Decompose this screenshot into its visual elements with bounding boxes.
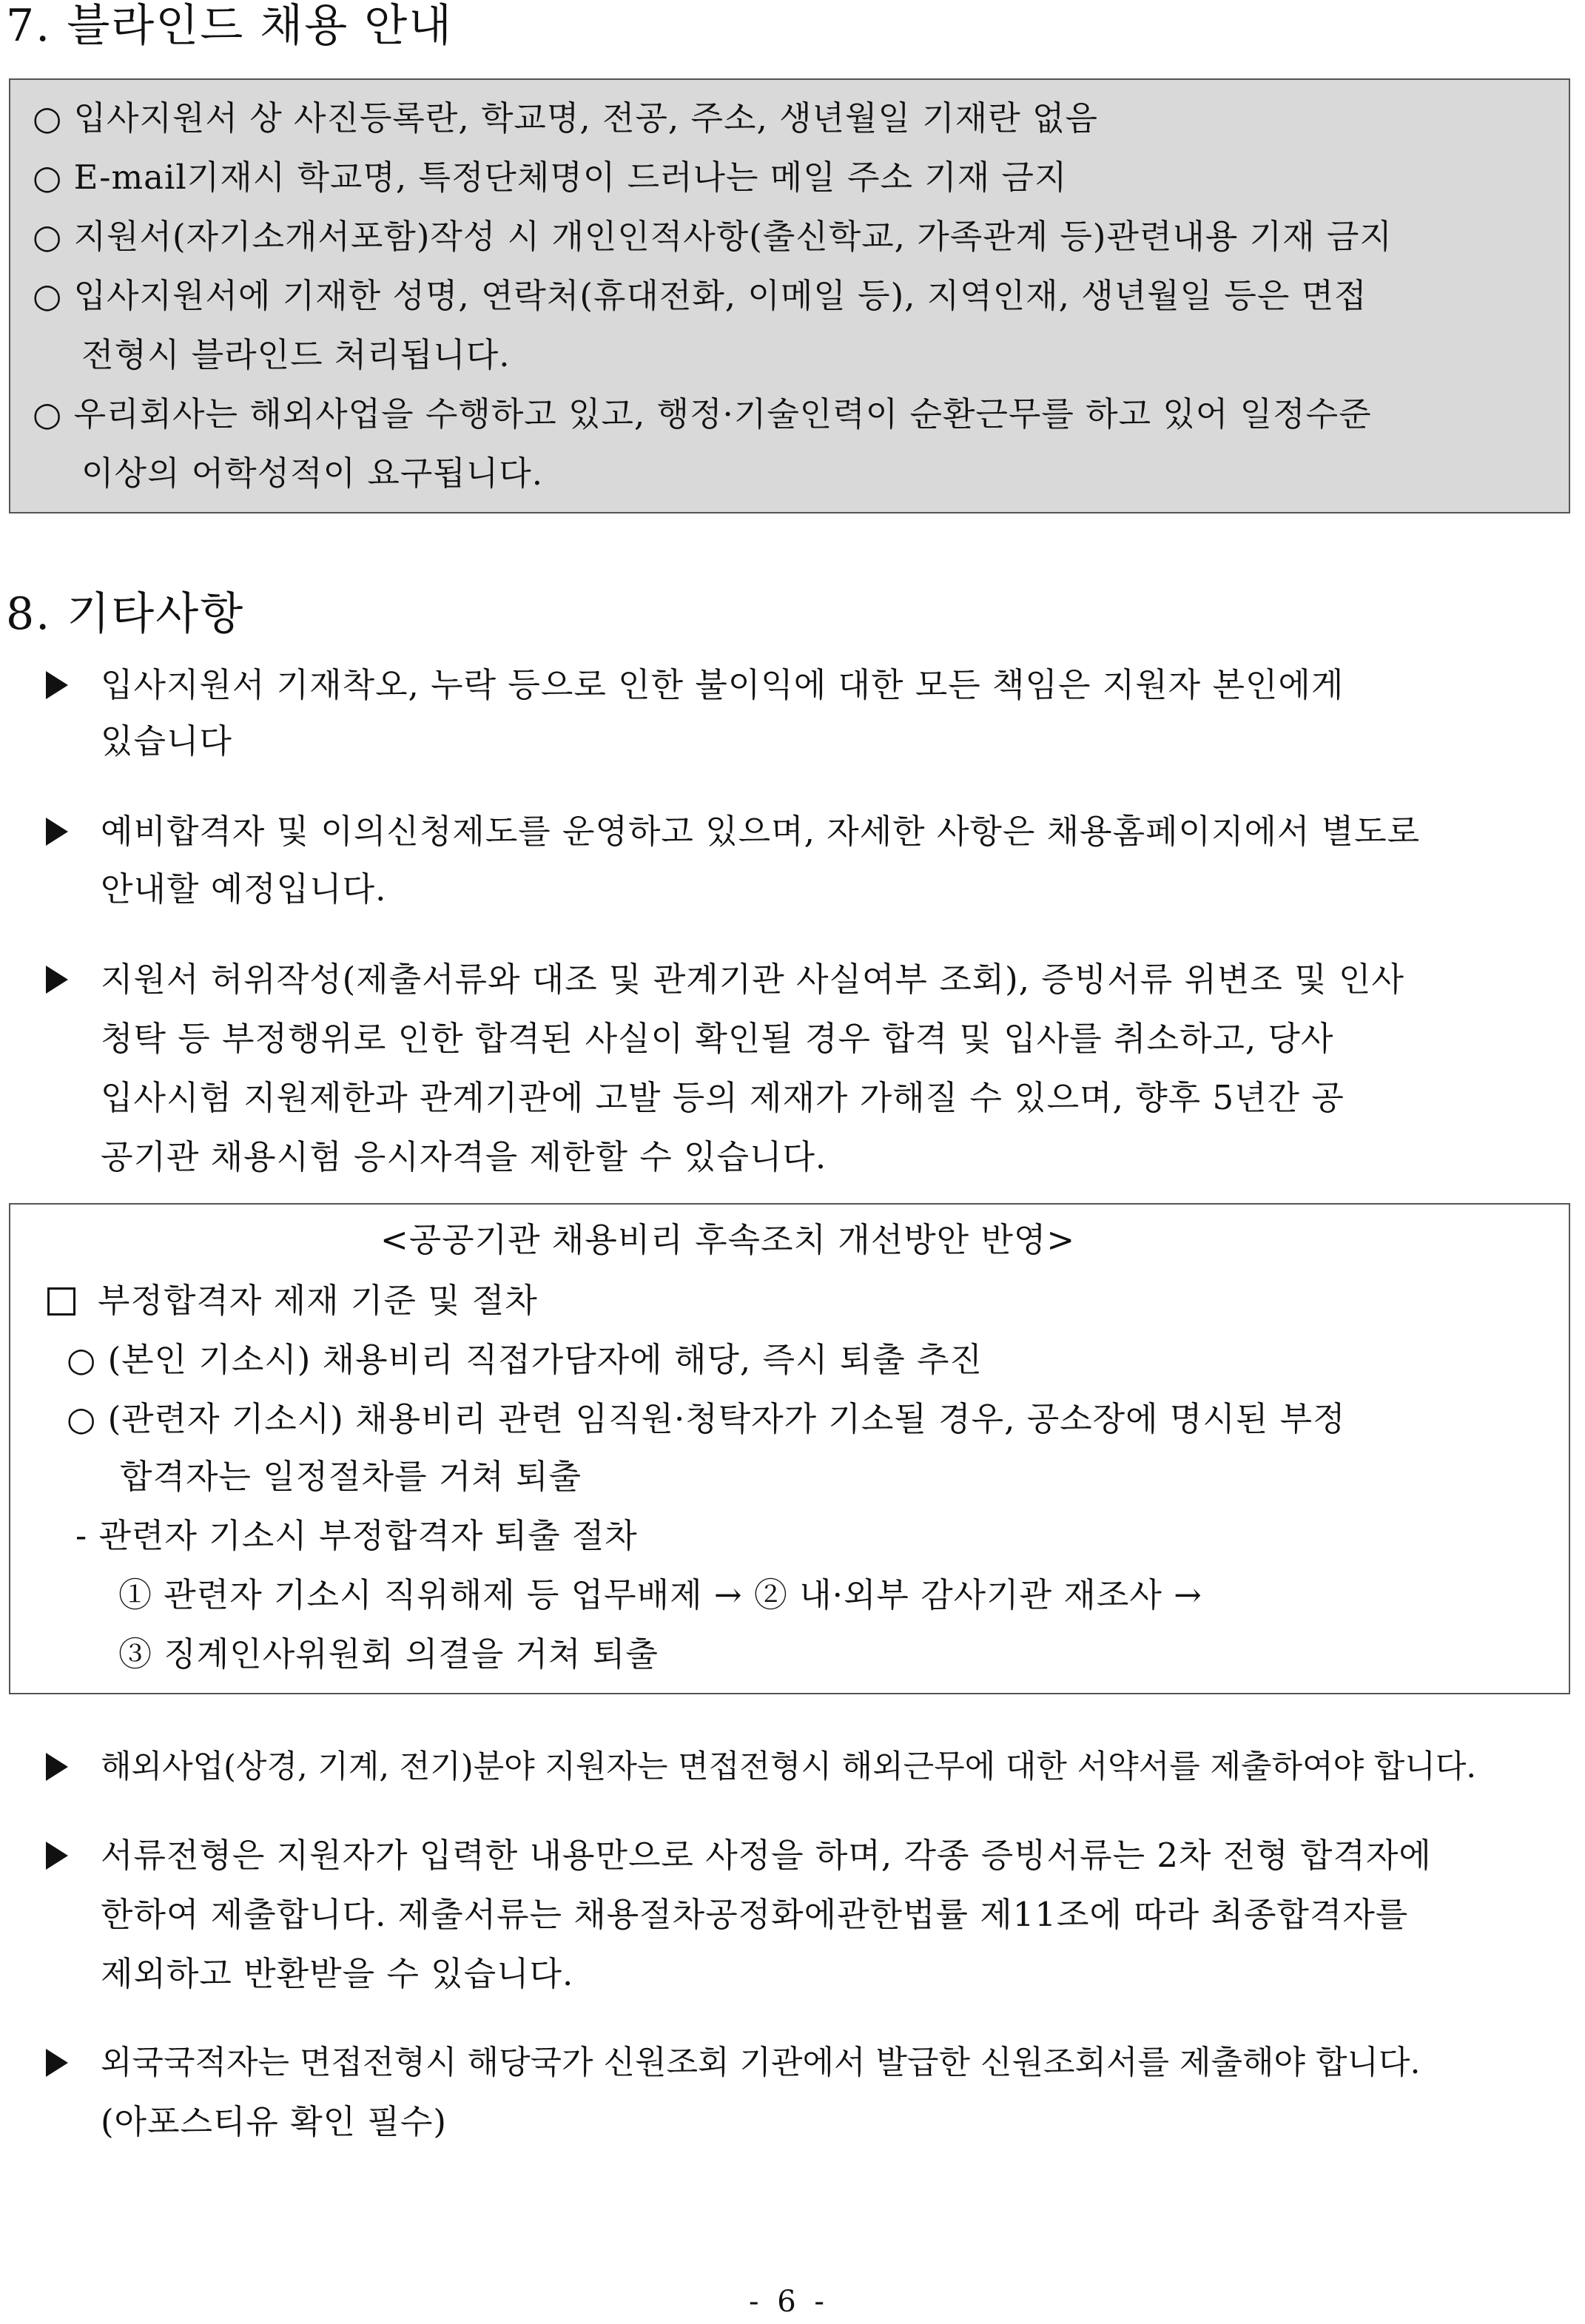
hiring-fraud-line-3: 합격자는 일정절차를 거쳐 퇴출 bbox=[120, 1457, 582, 1496]
hiring-fraud-line-2: ○ (관련자 기소시) 채용비리 관련 임직원·청탁자가 기소될 경우, 공소장에 명시된 부정 bbox=[67, 1399, 1346, 1438]
checkbox-square-icon bbox=[47, 1287, 75, 1316]
note-6-line-2: (아포스티유 확인 필수) bbox=[101, 2102, 447, 2141]
note-5-line-2: 한하여 제출합니다. 제출서류는 채용절차공정화에관한법률 제11조에 따라 최종합격자를 bbox=[101, 1895, 1409, 1934]
blind-item-3: ○ 지원서(자기소개서포함)작성 시 개인인적사항(출신학교, 가족관계 등)관련내용 기재 금지 bbox=[33, 217, 1393, 256]
section-8-heading: 8. 기타사항 bbox=[6, 588, 245, 640]
page-number: - 6 - bbox=[749, 2285, 829, 2319]
note-3-line-4: 공기관 채용시험 응시자격을 제한할 수 있습니다. bbox=[101, 1137, 827, 1176]
note-3-line-2: 청탁 등 부정행위로 인한 합격된 사실이 확인될 경우 합격 및 입사를 취소하고, 당사 bbox=[101, 1019, 1334, 1058]
note-3-line-1: 지원서 허위작성(제출서류와 대조 및 관계기관 사실여부 조회), 증빙서류 위변조 및 인사 bbox=[101, 960, 1404, 999]
hiring-fraud-line-4: - 관련자 기소시 부정합격자 퇴출 절차 bbox=[75, 1516, 638, 1555]
bullet-triangle-icon bbox=[46, 818, 68, 846]
note-5-line-3: 제외하고 반환받을 수 있습니다. bbox=[101, 1954, 574, 1993]
bullet-triangle-icon bbox=[46, 966, 68, 994]
note-1-line-2: 있습니다 bbox=[101, 721, 232, 761]
note-2-line-2: 안내할 예정입니다. bbox=[101, 869, 387, 909]
hiring-fraud-line-6: ③ 징계인사위원회 의결을 거쳐 퇴출 bbox=[118, 1634, 659, 1674]
note-6-line-1: 외국국적자는 면접전형시 해당국가 신원조회 기관에서 발급한 신원조회서를 제출해야 합니다. bbox=[101, 2044, 1421, 2081]
note-4-line-1: 해외사업(상경, 기계, 전기)분야 지원자는 면접전형시 해외근무에 대한 서약서를 제출하여야 합니다. bbox=[101, 1748, 1477, 1785]
blind-item-5: ○ 우리회사는 해외사업을 수행하고 있고, 행정·기술인력이 순환근무를 하고 있어 일정수준 bbox=[33, 394, 1372, 434]
hiring-fraud-subheading: 부정합격자 제재 기준 및 절차 bbox=[98, 1281, 538, 1320]
blind-item-2: ○ E-mail기재시 학교명, 특정단체명이 드러나는 메일 주소 기재 금지 bbox=[33, 158, 1068, 197]
note-5-line-1: 서류전형은 지원자가 입력한 내용만으로 사정을 하며, 각종 증빙서류는 2차 전형 합격자에 bbox=[101, 1836, 1432, 1875]
bullet-triangle-icon bbox=[46, 2049, 68, 2077]
note-1-line-1: 입사지원서 기재착오, 누락 등으로 인한 불이익에 대한 모든 책임은 지원자 본인에게 bbox=[101, 665, 1345, 704]
blind-item-4: ○ 입사지원서에 기재한 성명, 연락처(휴대전화, 이메일 등), 지역인재, 생년월일 등은 면접 bbox=[33, 276, 1367, 315]
hiring-fraud-box-title: <공공기관 채용비리 후속조치 개선방안 반영> bbox=[380, 1220, 1076, 1259]
bullet-triangle-icon bbox=[46, 671, 68, 699]
blind-item-4-cont: 전형시 블라인드 처리됩니다. bbox=[81, 335, 511, 374]
hiring-fraud-line-1: ○ (본인 기소시) 채용비리 직접가담자에 해당, 즉시 퇴출 추진 bbox=[67, 1340, 983, 1379]
bullet-triangle-icon bbox=[46, 1842, 68, 1870]
bullet-triangle-icon bbox=[46, 1753, 68, 1781]
hiring-fraud-box bbox=[9, 1203, 1570, 1694]
blind-item-5-cont: 이상의 어학성적이 요구됩니다. bbox=[81, 454, 544, 493]
note-3-line-3: 입사시험 지원제한과 관계기관에 고발 등의 제재가 가해질 수 있으며, 향후 5년간 공 bbox=[101, 1078, 1345, 1117]
note-2-line-1: 예비합격자 및 이의신청제도를 운영하고 있으며, 자세한 사항은 채용홈페이지에서 별도로 bbox=[101, 812, 1421, 851]
section-7-heading: 7. 블라인드 채용 안내 bbox=[6, 0, 454, 52]
hiring-fraud-line-5: ① 관련자 기소시 직위해제 등 업무배제 → ② 내·외부 감사기관 재조사 → bbox=[118, 1575, 1202, 1614]
blind-item-1: ○ 입사지원서 상 사진등록란, 학교명, 전공, 주소, 생년월일 기재란 없음 bbox=[33, 98, 1098, 138]
